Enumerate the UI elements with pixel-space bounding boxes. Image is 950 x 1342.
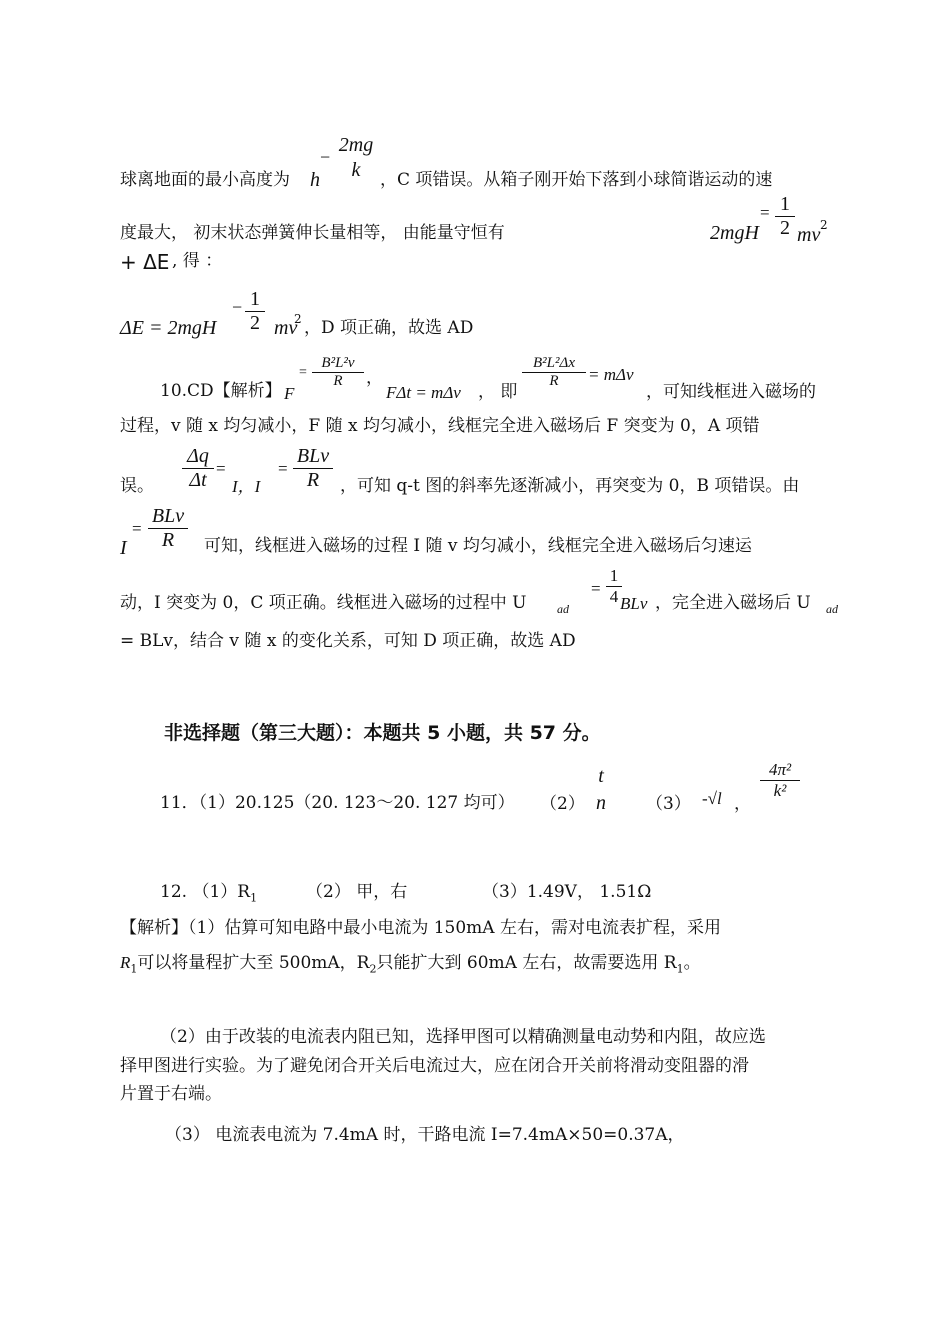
fraction-4pi2-over-k2: [760, 760, 800, 801]
subscript-ad: ad: [826, 602, 838, 616]
para7-suffix: 可知，线框进入磁场的过程 I 随 v 均匀减小，线框完全进入磁场后匀速运: [204, 536, 752, 556]
q11-part1: 11．（1）20.125（20. 123～20. 127 均可）: [160, 793, 515, 813]
analysis-line1: 【解析】（1）估算可知电路中最小电流为 150mA 左右，需对电流表扩程，采用: [120, 918, 721, 938]
analysis-line2-a: 可以将量程扩大至 500mA，R: [137, 953, 370, 973]
delta-e-expression: ΔE = 2mgH: [120, 317, 217, 339]
quarter-denominator: 4: [609, 587, 619, 606]
equals-sign: =: [760, 203, 770, 222]
fraction-denominator: R: [333, 373, 343, 389]
fraction-blv-over-r: [293, 445, 333, 492]
subscript: 1: [130, 962, 138, 976]
ji-label: ， 即: [478, 382, 518, 402]
para4-suffix: ，可知线框进入磁场的: [646, 382, 816, 402]
analysis-line5: 片置于右端。: [120, 1084, 222, 1104]
subscript: 1: [676, 962, 684, 976]
fraction-numerator: 4π²: [768, 760, 792, 779]
fraction-2mg-over-k: [333, 134, 379, 182]
energy-eq-left: 2mgH: [710, 222, 759, 244]
force-f: F: [284, 384, 295, 403]
section-heading: 非选择题（第三大题）：本题共 5 小题，共 57 分。: [164, 722, 601, 744]
para1-suffix: ，C 项错误。从箱子刚开始下落到小球简谐运动的速: [380, 170, 773, 190]
fraction-b2l2dx-over-r: [522, 355, 586, 390]
answer-10-label: 10.CD【解析】: [160, 381, 282, 401]
analysis-line2: [120, 954, 701, 974]
fraction-b2l2v-over-r: [312, 355, 364, 390]
para1-prefix: 球离地面的最小高度为: [120, 170, 290, 190]
subscript: 1: [250, 891, 258, 905]
square-exponent: 2: [294, 312, 302, 326]
analysis-line4: 择甲图进行实验。为了避免闭合开关后电流过大，应在闭合开关前将滑动变阻器的滑: [120, 1056, 749, 1076]
q12-part2: （2） 甲，右: [306, 882, 408, 902]
comma: ，: [366, 368, 383, 388]
fraction-t-over-n: [592, 765, 610, 815]
fraction-denominator: k: [351, 159, 361, 181]
fraction-half: [775, 193, 795, 240]
q11-part3-label: （3）: [646, 794, 691, 814]
q12-part3: （3）1.49V， 1.51Ω: [482, 882, 652, 902]
para9-text: = BLv，结合 v 随 x 的变化关系，可知 D 项正确，故选 AD: [120, 631, 576, 651]
current-i: I: [120, 537, 127, 559]
q11-part2-label: （2）: [540, 794, 585, 814]
para3-suffix: ，D 项正确，故选 AD: [304, 318, 474, 338]
sqrt-l: -√l: [702, 789, 722, 808]
para8-prefix: 动，I 突变为 0，C 项正确。线框进入磁场的过程中 U: [120, 593, 527, 613]
subscript-ad: ad: [557, 602, 569, 616]
current-i: I，I: [232, 477, 261, 496]
wu-label: 误。: [120, 476, 154, 496]
fraction-numerator: B²L²v: [321, 355, 355, 371]
equals-sign: =: [132, 519, 142, 538]
r1-symbol: R: [120, 953, 131, 972]
momentum-change: = mΔv: [588, 365, 634, 384]
mv-term: mv: [274, 317, 298, 339]
impulse-equation: FΔt = mΔv: [386, 383, 461, 402]
fraction-denominator: R: [549, 373, 559, 389]
analysis-line3: （2）由于改装的电流表内阻已知，选择甲图可以精确测量电动势和内阻，故应选: [160, 1027, 766, 1047]
quarter-numerator: 1: [609, 566, 619, 585]
para8-mid: ，完全进入磁场后 U: [655, 593, 811, 613]
equals-sign: =: [216, 459, 226, 478]
equals-sign: =: [278, 459, 288, 478]
analysis-line2-end: 。: [683, 953, 701, 973]
minus-sign: −: [320, 147, 331, 167]
minus-sign: −: [232, 297, 243, 317]
half-numerator: 1: [780, 193, 790, 215]
fraction-numerator: t: [598, 765, 604, 787]
subscript: 2: [369, 962, 377, 976]
half-denominator: 2: [780, 217, 790, 239]
get-label: , 得 ：: [172, 251, 223, 271]
fraction-numerator: BLv: [151, 505, 185, 527]
height-h: h: [310, 169, 320, 191]
mv-term: mv: [797, 224, 821, 246]
half-numerator: 1: [250, 288, 260, 310]
equals-sign: =: [299, 365, 307, 380]
fraction-numerator: 2mg: [338, 134, 374, 156]
fraction-dq-over-dt: [182, 445, 214, 492]
plus-delta-e: + ΔE: [120, 250, 170, 274]
fraction-blv-over-r: [148, 505, 188, 552]
fraction-numerator: B²L²Δx: [533, 355, 575, 371]
fraction-denominator: Δt: [189, 469, 207, 491]
analysis-line2-b: 只能扩大到 60mA 左右，故需要选用 R: [376, 953, 677, 973]
blv-term: BLv: [620, 594, 648, 613]
analysis-line6: （3） 电流表电流为 7.4mA 时，干路电流 I=7.4mA×50=0.37A，: [165, 1125, 685, 1145]
comma: ，: [734, 794, 751, 814]
fraction-half: [245, 288, 265, 335]
fraction-denominator: n: [596, 792, 606, 814]
equals-sign: =: [591, 579, 601, 598]
fraction-numerator: Δq: [187, 445, 209, 467]
fraction-numerator: BLv: [296, 445, 330, 467]
square-exponent: 2: [820, 218, 828, 232]
fraction-denominator: R: [161, 529, 175, 551]
q12-part1: [160, 884, 257, 903]
para2-text: 度最大， 初末状态弹簧伸长量相等， 由能量守恒有: [120, 223, 505, 243]
fraction-denominator: R: [306, 469, 320, 491]
para6-suffix: ，可知 q-t 图的斜率先逐渐减小，再突变为 0，B 项错误。由: [340, 476, 800, 496]
half-denominator: 2: [250, 312, 260, 334]
para5-text: 过程，v 随 x 均匀减小，F 随 x 均匀减小，线框完全进入磁场后 F 突变为 0，A 项错: [120, 416, 760, 436]
q12-part1-text: 12. （1）R: [160, 882, 251, 902]
fraction-denominator: k²: [773, 781, 787, 800]
